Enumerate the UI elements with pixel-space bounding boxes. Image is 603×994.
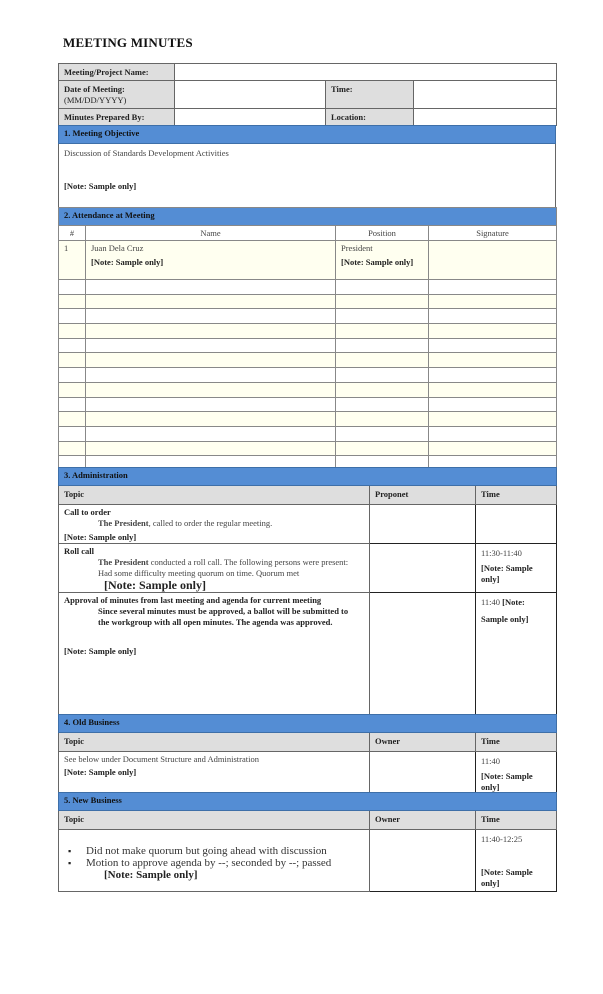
objective-note: [Note: Sample only] <box>64 181 137 191</box>
empty-cell[interactable] <box>336 426 429 441</box>
empty-cell[interactable] <box>86 368 336 383</box>
attendance-row-empty[interactable] <box>59 324 557 339</box>
empty-cell[interactable] <box>429 353 557 368</box>
owner-cell[interactable] <box>370 752 476 797</box>
empty-cell[interactable] <box>86 353 336 368</box>
time-note-b: Sample only] <box>481 614 529 624</box>
topic-cell[interactable] <box>59 505 370 544</box>
topic-title: Roll call <box>64 546 94 556</box>
attendance-row-empty[interactable] <box>59 338 557 353</box>
topic-text: See below under Document Structure and Administration <box>64 754 259 764</box>
empty-cell[interactable] <box>86 280 336 295</box>
empty-cell[interactable] <box>429 280 557 295</box>
time-cell[interactable] <box>476 505 557 544</box>
empty-cell[interactable] <box>59 368 86 383</box>
col-header-proponent: Proponet <box>370 486 476 505</box>
attendee-name-note: [Note: Sample only] <box>91 257 164 267</box>
col-header-position: Position <box>336 226 429 241</box>
attendance-row-empty[interactable] <box>59 397 557 412</box>
col-header-time: Time <box>476 733 557 752</box>
attendee-name: Juan Dela Cruz <box>91 243 144 253</box>
attendance-row-empty[interactable] <box>59 368 557 383</box>
empty-cell[interactable] <box>59 426 86 441</box>
empty-cell[interactable] <box>336 309 429 324</box>
empty-cell[interactable] <box>429 338 557 353</box>
attendee-name-cell[interactable] <box>86 241 336 280</box>
empty-cell[interactable] <box>429 294 557 309</box>
empty-cell[interactable] <box>59 309 86 324</box>
topic-cell[interactable] <box>59 752 370 797</box>
date-format-hint: (MM/DD/YYYY) <box>64 95 127 105</box>
attendance-row-empty[interactable] <box>59 382 557 397</box>
topic-cell[interactable] <box>59 593 370 721</box>
empty-cell[interactable] <box>336 324 429 339</box>
time-label: Time: <box>326 81 414 109</box>
objective-text: Discussion of Standards Development Activities <box>64 148 229 158</box>
attendance-row-empty[interactable] <box>59 353 557 368</box>
empty-cell[interactable] <box>59 294 86 309</box>
administration-section <box>58 467 557 721</box>
attendance-row <box>59 241 557 280</box>
empty-cell[interactable] <box>86 412 336 427</box>
project-name-field[interactable] <box>175 64 557 81</box>
section-title-old-business: 4. Old Business <box>59 715 557 733</box>
topic-cell[interactable] <box>59 830 370 892</box>
col-header-name: Name <box>86 226 336 241</box>
empty-cell[interactable] <box>429 382 557 397</box>
topic-note: [Note: Sample only] <box>104 869 198 881</box>
detail-text: conducted a roll call. The following persons were present: <box>148 557 349 567</box>
empty-cell[interactable] <box>336 353 429 368</box>
attendance-row-empty[interactable] <box>59 426 557 441</box>
col-header-topic: Topic <box>59 733 370 752</box>
detail-line-1: Since several minutes must be approved, a ballot will be submitted to <box>98 606 349 616</box>
proponent-cell[interactable] <box>370 544 476 593</box>
location-label: Location: <box>326 109 414 126</box>
attendee-signature[interactable] <box>429 241 557 280</box>
col-header-owner: Owner <box>370 733 476 752</box>
topic-note: [Note: Sample only] <box>64 646 137 656</box>
new-business-bullets <box>64 845 364 869</box>
section-title-attendance: 2. Attendance at Meeting <box>59 208 557 226</box>
time-note: [Note: Sample only] <box>481 771 533 792</box>
empty-cell[interactable] <box>429 441 557 456</box>
topic-title: Call to order <box>64 507 111 517</box>
attendance-row-empty[interactable] <box>59 280 557 295</box>
topic-note: [Note: Sample only] <box>64 532 137 542</box>
location-field[interactable] <box>414 109 557 126</box>
empty-cell[interactable] <box>429 426 557 441</box>
attendee-position-cell[interactable] <box>336 241 429 280</box>
new-business-row <box>59 830 557 892</box>
objective-content[interactable] <box>59 144 556 210</box>
empty-cell[interactable] <box>86 382 336 397</box>
empty-cell[interactable] <box>429 397 557 412</box>
empty-cell[interactable] <box>86 426 336 441</box>
col-header-number: # <box>59 226 86 241</box>
empty-cell[interactable] <box>336 294 429 309</box>
proponent-cell[interactable] <box>370 505 476 544</box>
new-business-section <box>58 792 557 892</box>
attendance-row-empty[interactable] <box>59 294 557 309</box>
detail-text-2: Had some difficulty meeting quorum on time. Quorum met <box>98 568 300 578</box>
project-name-label: Meeting/Project Name: <box>59 64 175 81</box>
attendance-row-empty[interactable] <box>59 309 557 324</box>
empty-cell[interactable] <box>59 397 86 412</box>
old-business-section <box>58 714 557 797</box>
empty-cell[interactable] <box>86 397 336 412</box>
meeting-info-table <box>58 63 557 126</box>
empty-cell[interactable] <box>429 368 557 383</box>
empty-cell[interactable] <box>336 441 429 456</box>
owner-cell[interactable] <box>370 830 476 892</box>
col-header-topic: Topic <box>59 486 370 505</box>
empty-cell[interactable] <box>336 412 429 427</box>
prepared-by-label: Minutes Prepared By: <box>59 109 175 126</box>
detail-line-2: the workgroup with all open minutes. The agenda was approved. <box>98 617 333 627</box>
time-value: 11:40 <box>481 597 501 607</box>
attendance-section <box>58 207 557 471</box>
col-header-time: Time <box>476 486 557 505</box>
empty-cell[interactable] <box>59 353 86 368</box>
empty-cell[interactable] <box>86 324 336 339</box>
proponent-cell[interactable] <box>370 593 476 721</box>
time-value: 11:30-11:40 <box>481 548 522 558</box>
admin-item-roll-call <box>59 544 557 593</box>
empty-cell[interactable] <box>336 368 429 383</box>
empty-cell[interactable] <box>59 280 86 295</box>
section-title-new-business: 5. New Business <box>59 793 557 811</box>
empty-cell[interactable] <box>59 338 86 353</box>
empty-cell[interactable] <box>429 309 557 324</box>
attendee-position-note: [Note: Sample only] <box>341 257 414 267</box>
empty-cell[interactable] <box>59 441 86 456</box>
attendance-row-empty[interactable] <box>59 441 557 456</box>
time-cell[interactable] <box>476 593 557 721</box>
empty-cell[interactable] <box>59 382 86 397</box>
col-header-topic: Topic <box>59 811 370 830</box>
time-value: 11:40-12:25 <box>481 834 523 844</box>
date-label-text: Date of Meeting: <box>64 84 125 94</box>
bullet-item: ▪ Motion to approve agenda by --; seconded by --; passed <box>86 857 364 869</box>
time-value: 11:40 <box>481 756 501 766</box>
topic-note: [Note: Sample only] <box>104 578 206 592</box>
detail-text: , called to order the regular meeting. <box>148 518 273 528</box>
admin-item-approval <box>59 593 557 721</box>
empty-cell[interactable] <box>336 338 429 353</box>
col-header-signature: Signature <box>429 226 557 241</box>
time-note: [Note: Sample only] <box>481 867 533 888</box>
meeting-objective-section <box>58 125 556 210</box>
empty-cell[interactable] <box>336 280 429 295</box>
prepared-by-field[interactable] <box>175 109 326 126</box>
attendance-row-empty[interactable] <box>59 412 557 427</box>
empty-cell[interactable] <box>86 441 336 456</box>
empty-cell[interactable] <box>59 412 86 427</box>
attendee-number: 1 <box>59 241 86 280</box>
old-business-row <box>59 752 557 797</box>
time-field[interactable] <box>414 81 557 109</box>
date-label <box>59 81 175 109</box>
topic-cell[interactable] <box>59 544 370 593</box>
attendee-position: President <box>341 243 373 253</box>
empty-cell[interactable] <box>429 324 557 339</box>
empty-cell[interactable] <box>336 382 429 397</box>
detail-bold: The President <box>98 518 149 528</box>
topic-note: [Note: Sample only] <box>64 767 137 777</box>
detail-bold: The President <box>98 557 149 567</box>
empty-cell[interactable] <box>59 324 86 339</box>
bullet-item: ▪ Did not make quorum but going ahead with discussion <box>86 845 364 857</box>
time-cell[interactable] <box>476 752 557 797</box>
time-note-a: [Note: <box>502 597 525 607</box>
empty-cell[interactable] <box>336 397 429 412</box>
admin-item-call-to-order <box>59 505 557 544</box>
col-header-owner: Owner <box>370 811 476 830</box>
time-note: [Note: Sample only] <box>481 563 533 584</box>
section-title-objective: 1. Meeting Objective <box>59 126 556 144</box>
document-title: MEETING MINUTES <box>63 35 193 50</box>
empty-cell[interactable] <box>86 294 336 309</box>
time-cell[interactable] <box>476 544 557 593</box>
empty-cell[interactable] <box>86 338 336 353</box>
topic-title: Approval of minutes from last meeting and agenda for current meeting <box>64 595 322 605</box>
section-title-administration: 3. Administration <box>59 468 557 486</box>
empty-cell[interactable] <box>86 309 336 324</box>
col-header-time: Time <box>476 811 557 830</box>
empty-cell[interactable] <box>429 412 557 427</box>
date-field[interactable] <box>175 81 326 109</box>
time-cell[interactable] <box>476 830 557 892</box>
